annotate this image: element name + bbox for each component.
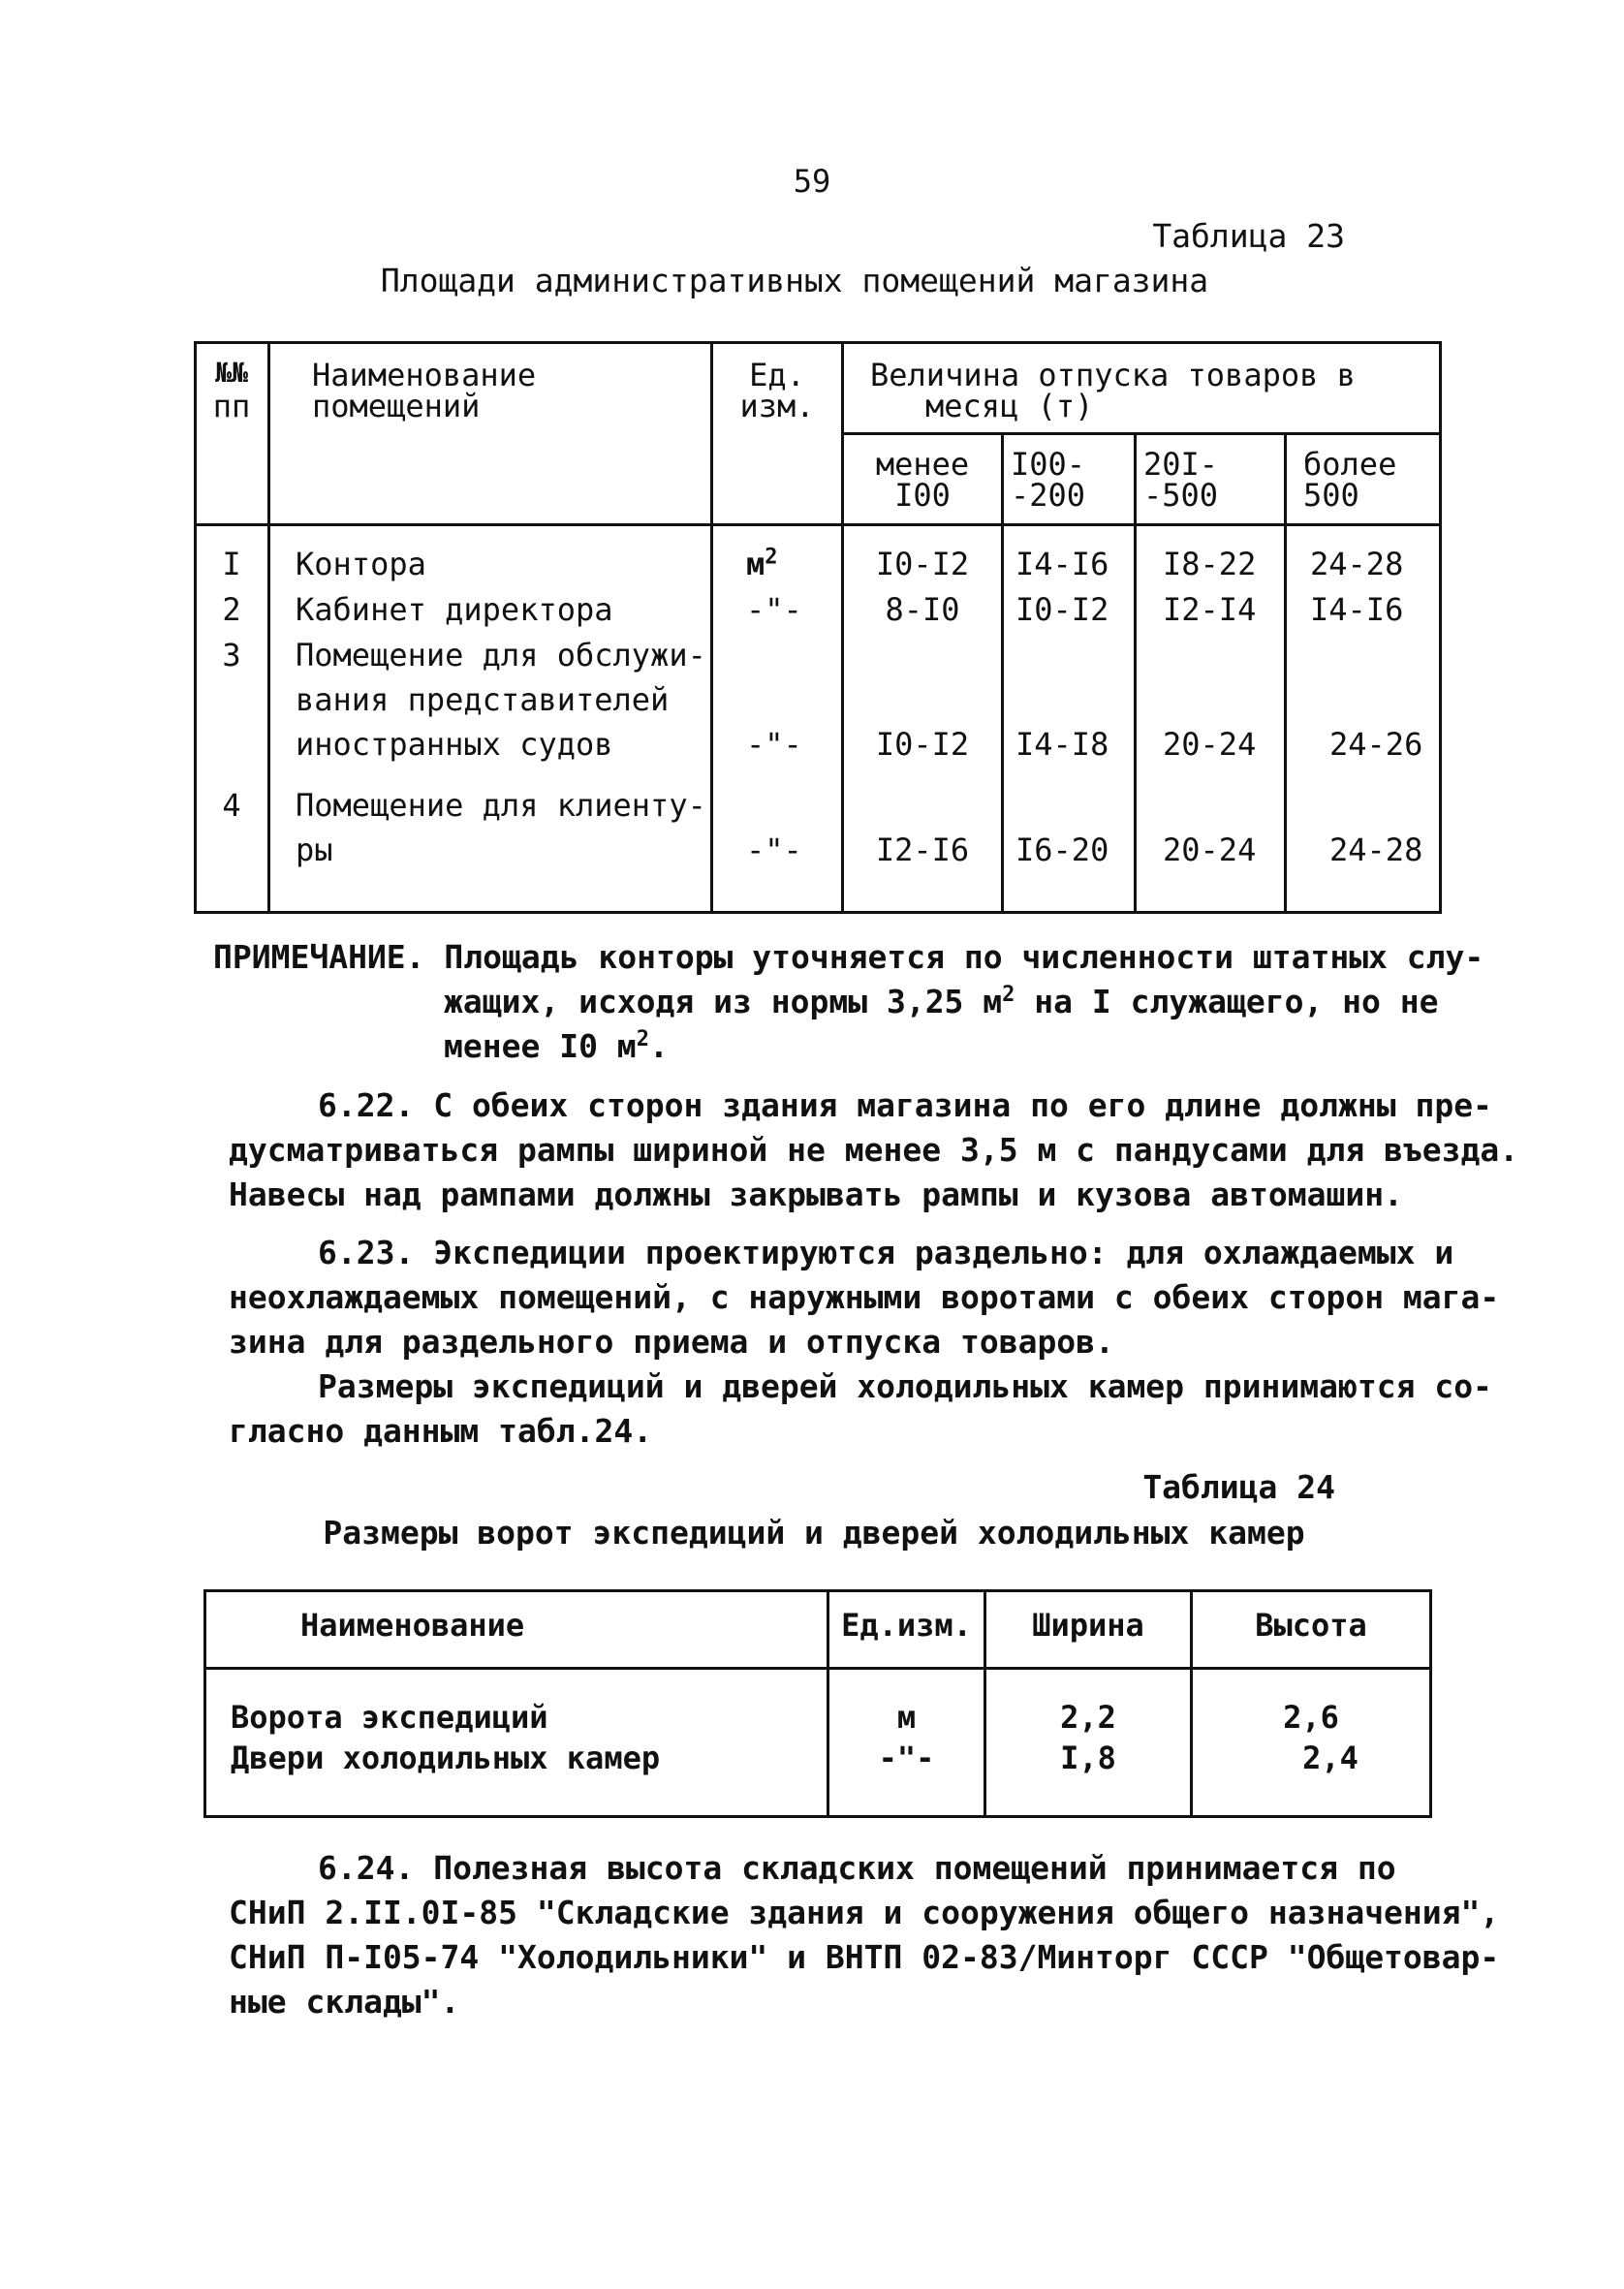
t23-sub4-l1: более: [1303, 446, 1397, 483]
t24-row2-width: I,8: [1060, 1740, 1116, 1776]
p624-line-4: ные склады".: [229, 1983, 460, 2021]
t24-row1-height: 2,6: [1283, 1699, 1339, 1736]
t23-sub2-l1: I00-: [1011, 446, 1086, 483]
t23-sub4-l2: 500: [1303, 477, 1359, 514]
table23-label: Таблица 23: [1152, 217, 1345, 255]
t24-row2-height: 2,4: [1302, 1740, 1359, 1776]
t23-sub2-l2: -200: [1011, 477, 1086, 514]
t24-row1-width: 2,2: [1060, 1699, 1116, 1736]
t23-row1-unit: $м^2$: [746, 545, 778, 582]
p624-line-1: 6.24. Полезная высота складских помещений принимается по: [318, 1849, 1396, 1887]
t23-row2-num: 2: [222, 591, 241, 628]
t23-row2-v2: I0-I2: [1015, 591, 1109, 628]
t23-head-unit-l1: Ед.: [749, 357, 805, 393]
t23-sub3-l1: 20I-: [1143, 446, 1219, 483]
t23-row1-name: Контора: [296, 546, 426, 582]
t23-row4-name-l2: ры: [296, 831, 333, 868]
t23-head-group-l1: Величина отпуска товаров в: [870, 357, 1356, 393]
t23-row3-name-l1: Помещение для обслужи-: [296, 637, 706, 674]
t23-head-unit-l2: изм.: [739, 388, 815, 424]
t23-row1-v4: 24-28: [1310, 546, 1404, 582]
t23-row4-num: 4: [222, 787, 241, 824]
note-line-2: жащих, исходя из нормы 3,25 $м^2$ на I служащего, но не: [444, 983, 1439, 1020]
t23-row3-name-l2: вания представителей: [296, 681, 670, 718]
t23-sub3-l2: -500: [1143, 477, 1219, 514]
t23-row4-unit: -"-: [746, 831, 802, 868]
t23-sub1-l1: менее: [875, 446, 970, 483]
t23-row1-v2: I4-I6: [1015, 546, 1109, 582]
p623-line-3: зина для раздельного приема и отпуска товаров.: [229, 1323, 1114, 1361]
p622-line-1: 6.22. С обеих сторон здания магазина по его длине должны пре-: [318, 1086, 1492, 1124]
t23-row4-name-l1: Помещение для клиенту-: [296, 787, 706, 824]
t23-row3-unit: -"-: [746, 726, 802, 763]
t23-row3-name-l3: иностранных судов: [296, 726, 613, 763]
p624-line-2: СНиП 2.II.0I-85 "Складские здания и сооружения общего назначения",: [229, 1894, 1500, 1931]
t23-row4-v3: 20-24: [1163, 831, 1257, 868]
table23-title: Площади административных помещений магазина: [380, 262, 1209, 299]
note-line-3: менее I0 $м^2$.: [444, 1027, 669, 1065]
t23-row2-v4: I4-I6: [1310, 591, 1404, 628]
t23-row4-v4: 24-28: [1329, 831, 1423, 868]
t24-row1-unit: м: [896, 1699, 917, 1736]
t24-row2-name: Двери холодильных камер: [231, 1740, 661, 1776]
t23-row3-v2: I4-I8: [1015, 726, 1109, 763]
t23-row1-num: I: [222, 546, 241, 582]
table24-label: Таблица 24: [1142, 1468, 1335, 1506]
p624-line-3: СНиП П-I05-74 "Холодильники" и ВНТП 02-83/Минторг СССР "Общетовар-: [229, 1938, 1500, 1976]
t24-row2-unit: -"-: [878, 1740, 935, 1776]
t23-row3-v1: I0-I2: [875, 726, 970, 763]
table24-title: Размеры ворот экспедиций и дверей холодильных камер: [323, 1514, 1305, 1552]
t23-row3-v4: 24-26: [1329, 726, 1423, 763]
p622-line-2: дусматриваться рампы шириной не менее 3,5 м с пандусами для въезда.: [229, 1131, 1519, 1169]
t23-head-num-l2: пп: [212, 388, 251, 424]
t23-row3-num: 3: [222, 637, 241, 674]
note-line-1: ПРИМЕЧАНИЕ. Площадь конторы уточняется по численности штатных слу-: [213, 938, 1484, 976]
t23-sub1-l2: I00: [894, 477, 951, 514]
t23-row1-v1: I0-I2: [875, 546, 970, 582]
t24-head-name: Наименование: [300, 1607, 525, 1644]
t23-row2-unit: -"-: [746, 591, 802, 628]
page-number: 59: [793, 163, 831, 200]
p623-line-4: Размеры экспедиций и дверей холодильных камер принимаются со-: [318, 1367, 1492, 1405]
t24-head-unit: Ед.изм.: [841, 1607, 972, 1644]
t24-head-height: Высота: [1255, 1607, 1367, 1644]
t23-row3-v3: 20-24: [1163, 726, 1257, 763]
t24-head-width: Ширина: [1032, 1607, 1144, 1644]
t23-row1-v3: I8-22: [1163, 546, 1257, 582]
t23-head-group-l2: месяц (т): [925, 388, 1094, 424]
t23-head-num-l1: №№: [215, 357, 248, 389]
t24-row1-name: Ворота экспедиций: [231, 1699, 548, 1736]
p623-line-1: 6.23. Экспедиции проектируются раздельно: для охлаждаемых и: [318, 1234, 1454, 1271]
t23-row4-v1: I2-I6: [875, 831, 970, 868]
t23-row2-v1: 8-I0: [885, 591, 960, 628]
p623-line-5: гласно данным табл.24.: [229, 1412, 653, 1450]
t23-row2-name: Кабинет директора: [296, 591, 613, 628]
t23-row4-v2: I6-20: [1015, 831, 1109, 868]
t23-head-name-l2: помещений: [312, 388, 481, 424]
p622-line-3: Навесы над рампами должны закрывать рампы и кузова автомашин.: [229, 1176, 1403, 1213]
p623-line-2: неохлаждаемых помещений, с наружными воротами с обеих сторон мага-: [229, 1278, 1500, 1316]
t23-head-name-l1: Наименование: [312, 357, 537, 393]
t23-row2-v3: I2-I4: [1163, 591, 1257, 628]
